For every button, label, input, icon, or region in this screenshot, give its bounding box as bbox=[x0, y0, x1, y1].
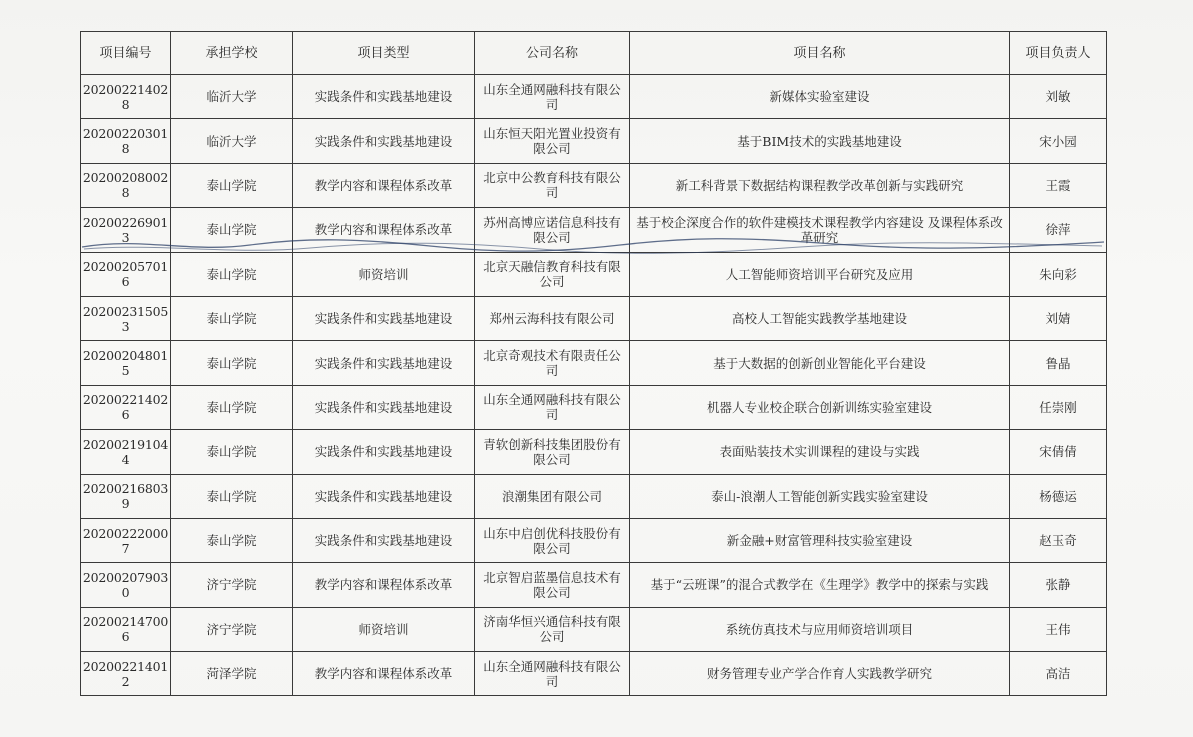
cell-leader: 王霞 bbox=[1010, 163, 1107, 207]
cell-school: 泰山学院 bbox=[171, 252, 293, 296]
cell-project-type: 教学内容和课程体系改革 bbox=[293, 208, 475, 252]
cell-leader: 朱向彩 bbox=[1010, 252, 1107, 296]
cell-project-code: 202002214012 bbox=[81, 652, 171, 696]
cell-project-code: 202002220007 bbox=[81, 518, 171, 562]
table-row bbox=[81, 119, 1107, 163]
cell-leader: 徐萍 bbox=[1010, 208, 1107, 252]
cell-project-name: 基于大数据的创新创业智能化平台建设 bbox=[630, 341, 1010, 385]
cell-leader: 张静 bbox=[1010, 563, 1107, 607]
cell-company: 北京中公教育科技有限公司 bbox=[475, 163, 630, 207]
cell-project-code: 202002168039 bbox=[81, 474, 171, 518]
cell-school: 菏泽学院 bbox=[171, 652, 293, 696]
cell-company: 北京奇观技术有限责任公司 bbox=[475, 341, 630, 385]
header-project-code: 项目编号 bbox=[81, 32, 171, 75]
cell-company: 郑州云海科技有限公司 bbox=[475, 296, 630, 340]
cell-project-code: 202002269013 bbox=[81, 208, 171, 252]
cell-project-type: 实践条件和实践基地建设 bbox=[293, 296, 475, 340]
cell-project-code: 202002057016 bbox=[81, 252, 171, 296]
cell-project-name: 基于“云班课”的混合式教学在《生理学》教学中的探索与实践 bbox=[630, 563, 1010, 607]
cell-leader: 鲁晶 bbox=[1010, 341, 1107, 385]
cell-company: 青软创新科技集团股份有限公司 bbox=[475, 430, 630, 474]
cell-project-type: 教学内容和课程体系改革 bbox=[293, 652, 475, 696]
table-row bbox=[81, 341, 1107, 385]
table-row bbox=[81, 252, 1107, 296]
cell-project-type: 实践条件和实践基地建设 bbox=[293, 75, 475, 119]
cell-school: 济宁学院 bbox=[171, 563, 293, 607]
cell-project-code: 202002147006 bbox=[81, 607, 171, 651]
table-row bbox=[81, 563, 1107, 607]
cell-project-name: 表面贴装技术实训课程的建设与实践 bbox=[630, 430, 1010, 474]
cell-project-type: 教学内容和课程体系改革 bbox=[293, 563, 475, 607]
cell-leader: 宋小园 bbox=[1010, 119, 1107, 163]
table-header-row bbox=[81, 32, 1107, 75]
cell-project-name: 机器人专业校企联合创新训练实验室建设 bbox=[630, 385, 1010, 429]
cell-project-code: 202002315053 bbox=[81, 296, 171, 340]
cell-project-type: 教学内容和课程体系改革 bbox=[293, 163, 475, 207]
table-row bbox=[81, 163, 1107, 207]
table-row bbox=[81, 75, 1107, 119]
cell-project-type: 实践条件和实践基地建设 bbox=[293, 385, 475, 429]
cell-project-name: 系统仿真技术与应用师资培训项目 bbox=[630, 607, 1010, 651]
project-table bbox=[80, 31, 1107, 696]
cell-company: 浪潮集团有限公司 bbox=[475, 474, 630, 518]
header-project-name: 项目名称 bbox=[630, 32, 1010, 75]
cell-project-code: 202002203018 bbox=[81, 119, 171, 163]
cell-project-name: 新金融+财富管理科技实验室建设 bbox=[630, 518, 1010, 562]
cell-company: 北京天融信教育科技有限公司 bbox=[475, 252, 630, 296]
cell-leader: 刘敏 bbox=[1010, 75, 1107, 119]
cell-project-code: 202002214026 bbox=[81, 385, 171, 429]
cell-leader: 宋倩倩 bbox=[1010, 430, 1107, 474]
cell-project-type: 实践条件和实践基地建设 bbox=[293, 119, 475, 163]
cell-leader: 任崇刚 bbox=[1010, 385, 1107, 429]
cell-project-name: 基于BIM技术的实践基地建设 bbox=[630, 119, 1010, 163]
cell-leader: 高洁 bbox=[1010, 652, 1107, 696]
cell-school: 泰山学院 bbox=[171, 208, 293, 252]
cell-company: 山东全通网融科技有限公司 bbox=[475, 652, 630, 696]
cell-school: 临沂大学 bbox=[171, 119, 293, 163]
cell-project-name: 高校人工智能实践教学基地建设 bbox=[630, 296, 1010, 340]
cell-school: 济宁学院 bbox=[171, 607, 293, 651]
table-row bbox=[81, 607, 1107, 651]
cell-leader: 赵玉奇 bbox=[1010, 518, 1107, 562]
cell-project-name: 泰山-浪潮人工智能创新实践实验室建设 bbox=[630, 474, 1010, 518]
cell-project-code: 202002048015 bbox=[81, 341, 171, 385]
cell-school: 泰山学院 bbox=[171, 341, 293, 385]
cell-leader: 刘婧 bbox=[1010, 296, 1107, 340]
cell-school: 泰山学院 bbox=[171, 430, 293, 474]
cell-project-name: 基于校企深度合作的软件建模技术课程教学内容建设 及课程体系改革研究 bbox=[630, 208, 1010, 252]
table-row bbox=[81, 474, 1107, 518]
cell-school: 泰山学院 bbox=[171, 518, 293, 562]
cell-company: 北京智启蓝墨信息技术有限公司 bbox=[475, 563, 630, 607]
cell-leader: 王伟 bbox=[1010, 607, 1107, 651]
cell-project-type: 实践条件和实践基地建设 bbox=[293, 341, 475, 385]
cell-school: 泰山学院 bbox=[171, 163, 293, 207]
header-school: 承担学校 bbox=[171, 32, 293, 75]
cell-project-name: 财务管理专业产学合作育人实践教学研究 bbox=[630, 652, 1010, 696]
cell-project-type: 师资培训 bbox=[293, 607, 475, 651]
table-row bbox=[81, 296, 1107, 340]
cell-school: 泰山学院 bbox=[171, 474, 293, 518]
cell-project-type: 师资培训 bbox=[293, 252, 475, 296]
cell-project-type: 实践条件和实践基地建设 bbox=[293, 474, 475, 518]
table-row bbox=[81, 652, 1107, 696]
cell-company: 济南华恒兴通信科技有限公司 bbox=[475, 607, 630, 651]
table-row bbox=[81, 385, 1107, 429]
cell-project-type: 实践条件和实践基地建设 bbox=[293, 430, 475, 474]
cell-project-name: 人工智能师资培训平台研究及应用 bbox=[630, 252, 1010, 296]
table-row bbox=[81, 518, 1107, 562]
cell-project-code: 202002191044 bbox=[81, 430, 171, 474]
header-leader: 项目负责人 bbox=[1010, 32, 1107, 75]
cell-project-code: 202002080028 bbox=[81, 163, 171, 207]
cell-school: 临沂大学 bbox=[171, 75, 293, 119]
cell-company: 山东中启创优科技股份有限公司 bbox=[475, 518, 630, 562]
cell-project-name: 新工科背景下数据结构课程教学改革创新与实践研究 bbox=[630, 163, 1010, 207]
table-row bbox=[81, 208, 1107, 252]
cell-project-code: 202002214028 bbox=[81, 75, 171, 119]
cell-school: 泰山学院 bbox=[171, 385, 293, 429]
cell-project-type: 实践条件和实践基地建设 bbox=[293, 518, 475, 562]
cell-leader: 杨德运 bbox=[1010, 474, 1107, 518]
header-project-type: 项目类型 bbox=[293, 32, 475, 75]
cell-school: 泰山学院 bbox=[171, 296, 293, 340]
cell-project-name: 新媒体实验室建设 bbox=[630, 75, 1010, 119]
table-row bbox=[81, 430, 1107, 474]
cell-company: 苏州高博应诺信息科技有限公司 bbox=[475, 208, 630, 252]
cell-company: 山东恒天阳光置业投资有限公司 bbox=[475, 119, 630, 163]
cell-project-code: 202002079030 bbox=[81, 563, 171, 607]
cell-company: 山东全通网融科技有限公司 bbox=[475, 385, 630, 429]
cell-company: 山东全通网融科技有限公司 bbox=[475, 75, 630, 119]
header-company: 公司名称 bbox=[475, 32, 630, 75]
